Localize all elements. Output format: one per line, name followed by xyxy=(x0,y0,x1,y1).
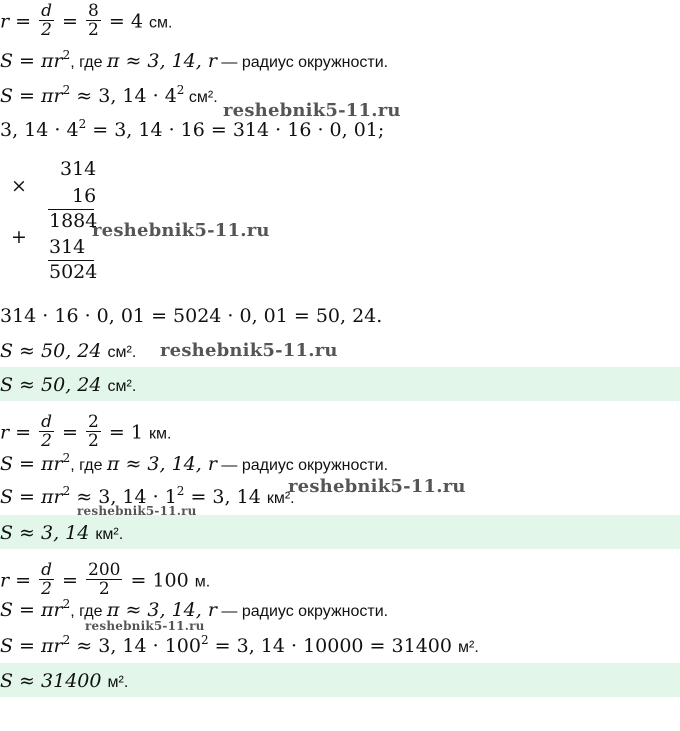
plus-sign: + xyxy=(11,226,27,248)
partial-product-1: 1884 xyxy=(49,210,98,232)
area-formula-3: $S = \pi r^2$, где π ≈ 3, 14, r — радиус окружности. xyxy=(0,596,389,621)
column-result: 5024 xyxy=(49,261,98,283)
partial-product-2: 314 xyxy=(49,236,86,258)
watermark: reshebnik5-11.ru xyxy=(160,340,338,361)
area-formula-1: $S = \pi r^2$, где π ≈ 3, 14, r — радиус окружности. xyxy=(0,47,389,72)
answer-1: S ≈ 50, 24 см². xyxy=(0,374,137,396)
watermark-small: reshebnik5-11.ru xyxy=(85,619,205,633)
radius-line-1: r = $\frac{d}{2}$ = $\frac{8}{2}$ = 4 см. xyxy=(0,1,173,40)
times-sign: × xyxy=(11,175,27,197)
final-calc-line: 314 · 16 · 0, 01 = 5024 · 0, 01 = 50, 24. xyxy=(0,305,383,327)
multiplication-line: 3, $14 \cdot 4^2 = 3$, 14 · 16 = 314 · 16 · 0, 01; xyxy=(0,116,385,141)
area-calc-2: $S = \pi r^2 \approx 3$, $14 \cdot 1^2 = 3$, 14 км². xyxy=(0,483,295,508)
answer-3: S ≈ 31400 м². xyxy=(0,670,129,692)
approx-line-1: S ≈ 50, 24 см². xyxy=(0,340,137,362)
answer-2: S ≈ 3, 14 км². xyxy=(0,522,124,544)
watermark: reshebnik5-11.ru xyxy=(92,220,270,241)
radius-line-2: r = $\frac{d}{2}$ = $\frac{2}{2}$ = 1 км. xyxy=(0,412,172,451)
area-calc-1: $S = \pi r^2 \approx 3$, $14 \cdot 4^2$ см². xyxy=(0,82,218,107)
watermark: reshebnik5-11.ru xyxy=(288,476,466,497)
area-formula-2: $S = \pi r^2$, где π ≈ 3, 14, r — радиус окружности. xyxy=(0,450,389,475)
multiplier: 16 xyxy=(72,185,97,207)
multiplicand: 314 xyxy=(60,158,97,180)
watermark: reshebnik5-11.ru xyxy=(223,100,401,121)
radius-line-3: r = $\frac{d}{2}$ = $\frac{200}{2}$ = 100 м. xyxy=(0,560,211,599)
area-calc-3: $S = \pi r^2 \approx 3$, $14 \cdot 100^2 = 3$, 14 · 10000 = 31400 м². xyxy=(0,632,479,657)
watermark-small: reshebnik5-11.ru xyxy=(77,504,197,518)
